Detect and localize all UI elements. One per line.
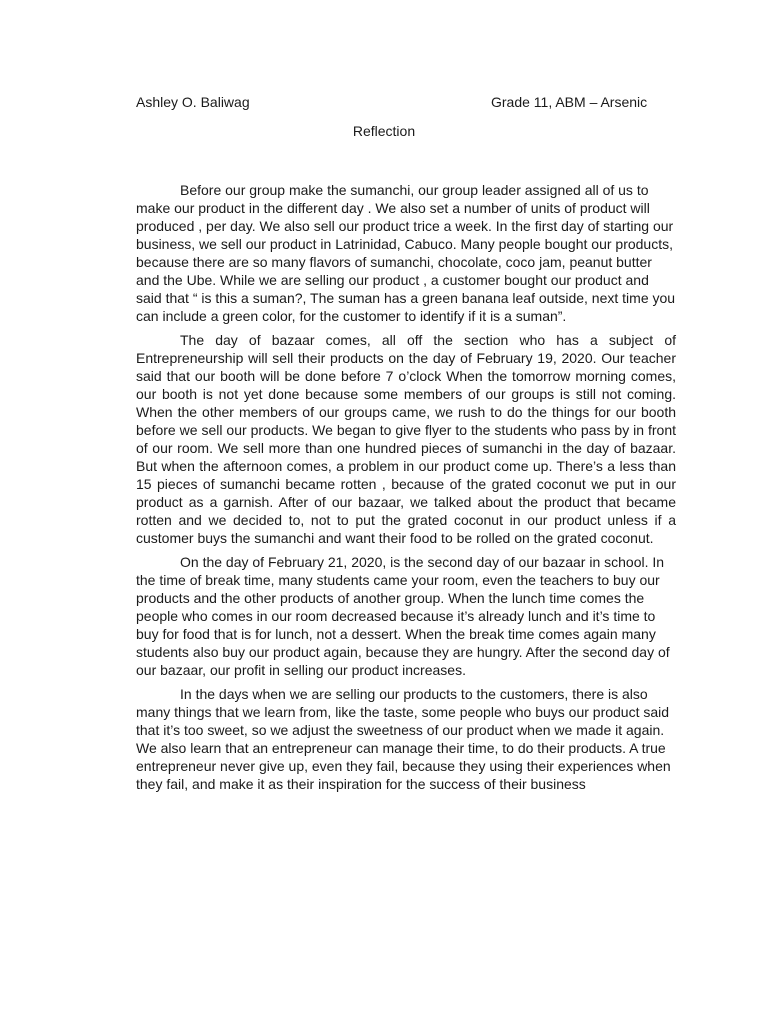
grade-section: Grade 11, ABM – Arsenic xyxy=(491,94,648,110)
paragraph-4: In the days when we are selling our products to the customers, there is also many things that we learn from, like the taste, some people who buys our product said that it’s too sweet, so we adjust the sweetness of our product when we made it again. We also learn that an entrepreneur can manage their time, to do their products. A true entrepreneur never give up, even they fail, because they using their experiences when they fail, and make it as their inspiration for the success of their business xyxy=(136,686,671,792)
author-name: Ashley O. Baliwag xyxy=(136,94,250,110)
document-body xyxy=(136,181,676,799)
paragraph-3: On the day of February 21, 2020, is the second day of our bazaar in school. In the time of break time, many students came your room, even the teachers to buy our products and the other products of another group. When the lunch time comes the people who comes in our room decreased because it’s already lunch and it’s time to buy for food that is for lunch, not a dessert. When the break time comes again many students also buy our product again, because they are hungry. After the second day of our bazaar, our profit in selling our product increases. xyxy=(136,554,670,678)
paragraph-2: The day of bazaar comes, all off the section who has a subject of Entrepreneurship will sell their products on the day of February 19, 2020. Our teacher said that our booth will be done before 7 o’clock When the tomorrow morning comes, our booth is not yet done because some members of our groups is still not coming. When the other members of our groups came, we rush to do the things for our booth before we sell our products. We began to give flyer to the students who pass by in front of our room. We sell more than one hundred pieces of sumanchi in the day of bazaar. But when the afternoon comes, a problem in our product come up. There’s a less than 15 pieces of sumanchi became rotten , because of the grated coconut we put in our product as a garnish. After of our bazaar, we talked about the product that became rotten and we decided to, not to put the grated coconut in our product unless if a customer buys the sumanchi and want their food to be rolled on the grated coconut. xyxy=(136,332,676,546)
document-title: Reflection xyxy=(352,123,416,139)
paragraph-1: Before our group make the sumanchi, our group leader assigned all of us to make our product in the different day . We also set a number of units of product will produced , per day. We also sell our product trice a week. In the first day of starting our business, we sell our product in Latrinidad, Cabuco. Many people bought our products, because there are so many flavors of sumanchi, chocolate, coco jam, peanut butter and the Ube. While we are selling our product , a customer bought our product and said that “ is this a suman?, The suman has a green banana leaf outside, next time you can include a green color, for the customer to identify if it is a suman”. xyxy=(136,182,676,324)
